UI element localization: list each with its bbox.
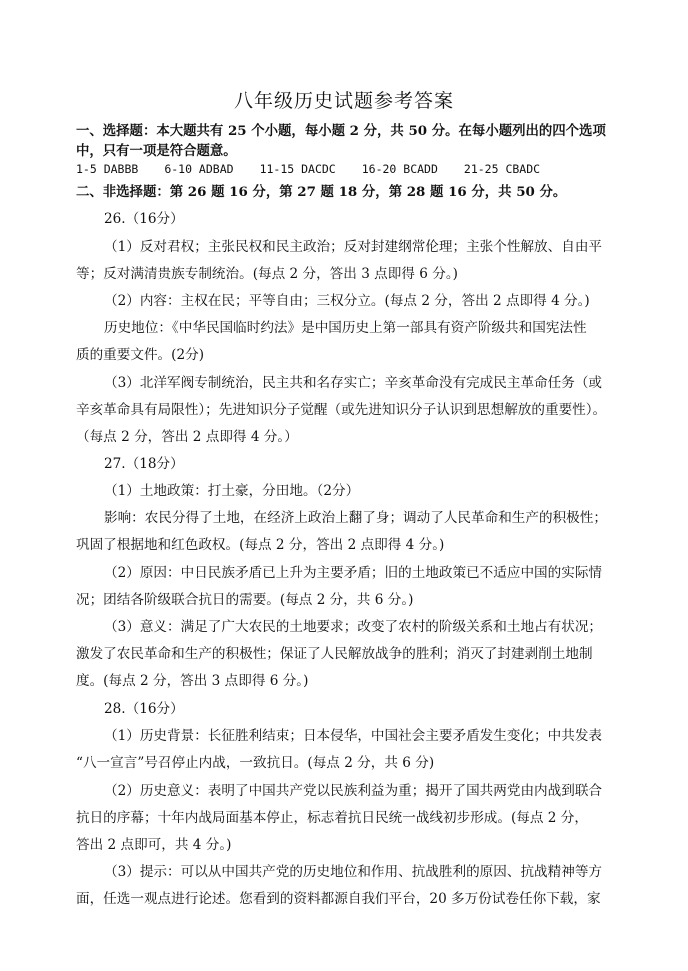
answer-group: 16-20 BCADD — [361, 162, 438, 176]
answer-group: 1-5 DABBB — [76, 162, 139, 176]
section1-heading-line2: 中，只有一项是符合题意。 — [76, 143, 237, 159]
text-line: （2）原因：中日民族矛盾已上升为主要矛盾；旧的土地政策已不适应中国的实际情 — [104, 565, 603, 581]
document-title: 八年级历史试题参考答案 — [233, 90, 454, 112]
answer-group: 11-15 DACDC — [259, 162, 336, 176]
text-line: （2）历史意义：表明了中国共产党以民族利益为重；揭开了国共两党由内战到联合 — [104, 783, 603, 799]
text-line: 巩固了根据地和红色政权。(每点 2 分，答出 2 点即得 4 分。) — [76, 537, 445, 553]
text-line: （每点 2 分，答出 2 点即得 4 分。） — [76, 429, 298, 445]
section2-heading: 二、非选择题：第 26 题 16 分，第 27 题 18 分，第 28 题 16 分，共 50 分。 — [76, 184, 567, 200]
text-line: 激发了农民革命和生产的积极性；保证了人民解放战争的胜利；消灭了封建剥削土地制 — [76, 646, 593, 662]
text-line: 辛亥革命具有局限性）；先进知识分子觉醒（或先进知识分子认识到思想解放的重要性）。 — [76, 402, 607, 418]
text-line: 况；团结各阶级联合抗日的需要。(每点 2 分，共 6 分。) — [76, 592, 414, 608]
text-line: （1）土地政策：打土豪，分田地。（2分） — [104, 483, 360, 499]
text-line: 抗日的序幕；十年内战局面基本停止，标志着抗日民统一战线初步形成。(每点 2 分， — [76, 810, 588, 826]
text-line: 历史地位：《中华民国临时约法》是中国历史上第一部具有资产阶级共和国宪法性 — [104, 320, 587, 336]
text-line: （1）反对君权；主张民权和民主政治；反对封建纲常伦理；主张个性解放、自由平 — [104, 239, 603, 255]
question-26-header: 26.（16分） — [104, 211, 184, 227]
text-line: “八一宣言”号召停止内战，一致抗日。(每点 2 分，共 6 分) — [76, 755, 435, 771]
text-line: 质的重要文件。(2分) — [76, 347, 205, 363]
text-line: 答出 2 点即可，共 4 分。) — [76, 837, 232, 853]
question-28-header: 28.（16分） — [104, 701, 184, 717]
answer-group: 21-25 CBADC — [463, 162, 541, 176]
text-line: 影响：农民分得了土地，在经济上政治上翻了身；调动了人民革命和生产的积极性； — [104, 510, 607, 526]
question-27-header: 27.（18分） — [104, 456, 184, 472]
text-line: 等；反对满清贵族专制统治。(每点 2 分，答出 3 点即得 6 分。) — [76, 266, 458, 282]
text-line: （1）历史背景：长征胜利结束；日本侵华，中国社会主要矛盾发生变化；中共发表 — [104, 728, 603, 744]
text-line: （3）意义：满足了广大农民的土地要求；改变了农村的阶级关系和土地占有状况； — [104, 619, 603, 635]
text-line: 面，任选一观点进行论述。您看到的资料都源自我们平台，20 多万份试卷任你下载，家 — [76, 891, 601, 907]
text-line: 度。(每点 2 分，答出 3 点即得 6 分。) — [76, 673, 309, 689]
text-line: （2）内容：主权在民；平等自由；三权分立。(每点 2 分，答出 2 点即得 4 分。) — [104, 293, 590, 309]
text-line: （3）北洋军阀专制统治，民主共和名存实亡；辛亥革命没有完成民主革命任务（或 — [104, 375, 603, 391]
answer-group: 6-10 ADBAD — [164, 162, 234, 176]
choice-answers — [76, 162, 566, 176]
text-line: （3）提示：可以从中国共产党的历史地位和作用、抗战胜利的原因、抗战精神等方 — [104, 864, 603, 880]
section1-heading-line1: 一、选择题：本大题共有 25 个小题，每小题 2 分，共 50 分。在每小题列出的四个选项 — [76, 123, 606, 139]
